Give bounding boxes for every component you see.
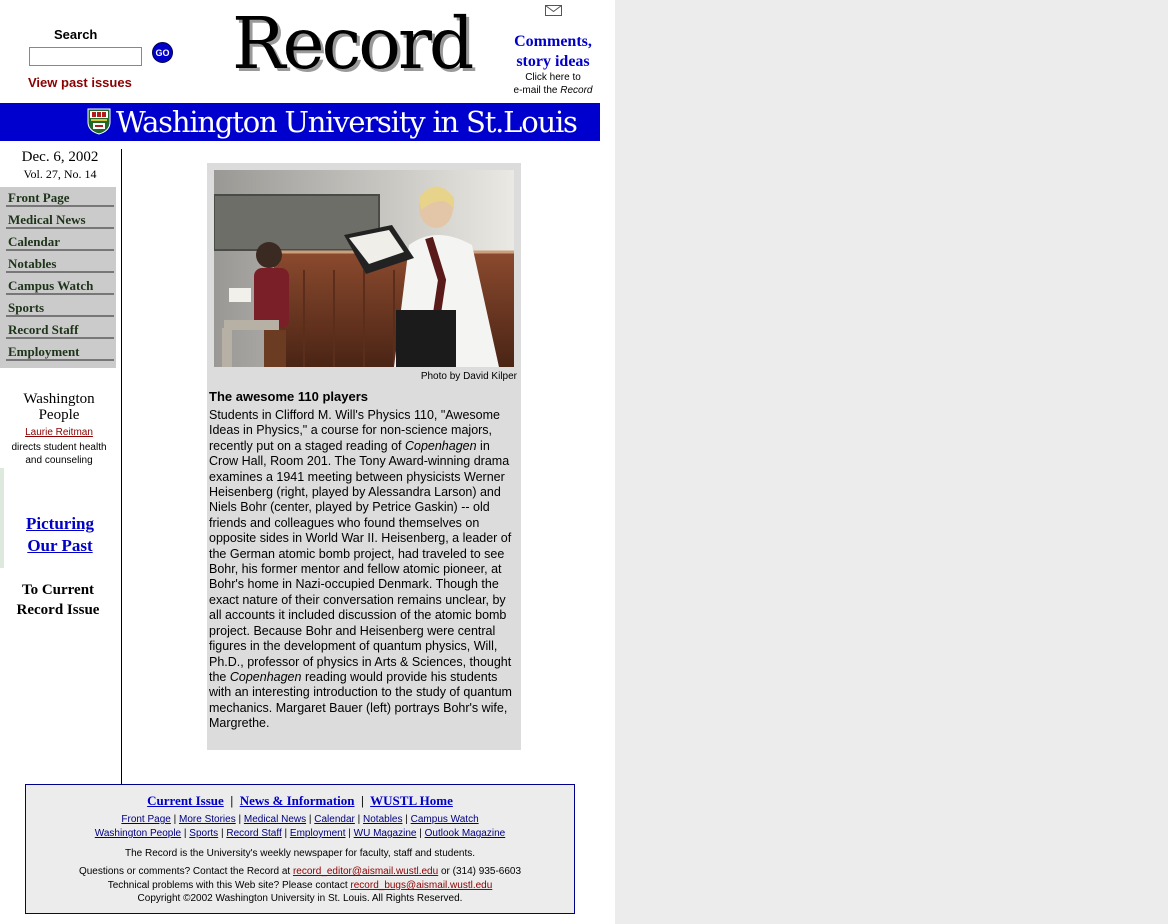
footer-link-notables[interactable]: Notables [363, 814, 403, 825]
wp-line1: Washington [23, 391, 95, 407]
view-past-issues-link[interactable]: View past issues [28, 75, 132, 90]
search-label: Search [54, 27, 98, 42]
body-italic-2: Copenhagen [229, 669, 302, 684]
footer-link-outlook-magazine[interactable]: Outlook Magazine [424, 828, 506, 839]
footer-tech [25, 880, 575, 891]
footer-link-record-staff[interactable]: Record Staff [226, 828, 282, 839]
nav-item-notables[interactable]: Notables [6, 254, 114, 273]
tech-prefix: Technical problems with this Web site? Please contact [107, 880, 351, 891]
column-divider [121, 149, 122, 785]
comments-line1: Comments, [514, 33, 592, 50]
footer-questions [25, 866, 575, 877]
body-part-3: reading would provide his students with an interesting introduction to the study of quantum mechanics. Margaret Bauer (left) portrays Bohr's wife, Margrethe. [209, 669, 512, 731]
click-here-text: Click here to [525, 72, 581, 83]
university-crest-icon [87, 108, 111, 135]
article-photo [214, 170, 514, 367]
footer-links-row-1: Front Page | More Stories | Medical News | Calendar | Notables | Campus Watch [121, 814, 479, 825]
wp-desc-line2: and counseling [25, 455, 93, 466]
footer-link-campus-watch[interactable]: Campus Watch [410, 814, 479, 825]
nav-item-sports[interactable]: Sports [6, 298, 114, 317]
body-italic-1: Copenhagen [404, 438, 477, 453]
bugs-email-link[interactable]: record_bugs@aismail.wustl.edu [350, 880, 493, 891]
footer-link-calendar[interactable]: Calendar [314, 814, 355, 825]
record-logo[interactable]: Record [232, 2, 472, 85]
body-part-1: Students in Clifford M. Will's Physics 110, "Awesome Ideas in Physics," a course for non-science majors, recently put on a staged reading of [209, 408, 500, 453]
footer-copyright: Copyright ©2002 Washington University in St. Louis. All Rights Reserved. [137, 893, 463, 904]
wp-line2: People [38, 407, 80, 423]
comments-line2: story ideas [516, 53, 590, 70]
footer-link-employment[interactable]: Employment [289, 828, 346, 839]
nav-item-campus-watch[interactable]: Campus Watch [6, 276, 114, 295]
washington-people-link[interactable]: Laurie Reitman [25, 427, 93, 438]
washington-people-heading[interactable] [0, 391, 118, 423]
footer-link-wustl-home[interactable]: WUSTL Home [370, 793, 453, 808]
email-the-label: e-mail the [513, 85, 561, 96]
footer-main-links: Current Issue | News & Information | WUSTL Home [147, 793, 453, 808]
email-record-label: Record [560, 85, 593, 96]
email-the-text [500, 84, 606, 97]
comments-link[interactable] [500, 32, 606, 72]
picturing-our-past-link[interactable] [0, 513, 120, 557]
picturing-line2: Our Past [27, 536, 93, 555]
footer-links-row-2: Washington People | Sports | Record Staff | Employment | WU Magazine | Outlook Magazine [94, 828, 506, 839]
body-part-2: in Crow Hall, Room 201. The Tony Award-winning drama examines a 1941 meeting between physicists Werner Heisenberg (right, played by Alessandra Larson) and Niels Bohr (center, played by Petrice Gaskin) -- old friends and colleagues who found themselves on opposite sides in World War II. Heisenberg, a leader of the German atomic bomb project, had traveled to see Bohr, his former mentor and fellow atomic pioneer, at Bohr's home in Nazi-occupied Denmark. Though the exact nature of their conversation remains unclear, by all accounts it included discussion of the atomic bomb project. Because Bohr and Heisenberg were central figures in the development of quantum physics, Will, Ph.D., professor of physics in Arts & Sciences, thought the [209, 438, 512, 684]
washington-people-description [0, 441, 118, 467]
section-nav [0, 187, 116, 368]
footer-link-wu-magazine[interactable]: WU Magazine [353, 828, 417, 839]
footer-link-news-information[interactable]: News & Information [239, 793, 355, 808]
banner-title: Washington University in St.Louis [116, 105, 577, 139]
nav-item-calendar[interactable]: Calendar [6, 232, 114, 251]
article-body [209, 408, 519, 732]
current-line1: To Current [21, 582, 95, 598]
footer-link-washington-people[interactable]: Washington People [94, 828, 182, 839]
nav-item-medical-news[interactable]: Medical News [6, 210, 114, 229]
footer-link-current-issue[interactable]: Current Issue [147, 793, 224, 808]
nav-item-record-staff[interactable]: Record Staff [6, 320, 114, 339]
go-button[interactable]: GO [152, 42, 173, 63]
nav-item-employment[interactable]: Employment [6, 342, 114, 361]
footer-link-sports[interactable]: Sports [189, 828, 219, 839]
to-current-issue-link[interactable] [0, 580, 116, 620]
search-input[interactable] [29, 47, 142, 66]
photo-credit: Photo by David Kilper [420, 371, 517, 382]
wp-desc-line1: directs student health [11, 442, 107, 453]
email-record-note[interactable] [500, 71, 606, 97]
article-headline: The awesome 110 players [209, 389, 368, 404]
footer-link-front-page[interactable]: Front Page [121, 814, 171, 825]
footer-link-medical-news[interactable]: Medical News [243, 814, 307, 825]
footer-link-more-stories[interactable]: More Stories [179, 814, 236, 825]
nav-item-front-page[interactable]: Front Page [6, 188, 114, 207]
footer-about: The Record is the University's weekly newspaper for faculty, staff and students. [124, 848, 476, 859]
current-line2: Record Issue [16, 602, 100, 618]
picturing-line1: Picturing [26, 514, 94, 533]
issue-date: Dec. 6, 2002 [21, 149, 99, 165]
issue-volume: Vol. 27, No. 14 [23, 167, 97, 181]
questions-suffix: or (314) 935-6603 [438, 866, 522, 877]
questions-prefix: Questions or comments? Contact the Record at [78, 866, 293, 877]
editor-email-link[interactable]: record_editor@aismail.wustl.edu [292, 866, 439, 877]
envelope-icon[interactable] [545, 5, 562, 16]
